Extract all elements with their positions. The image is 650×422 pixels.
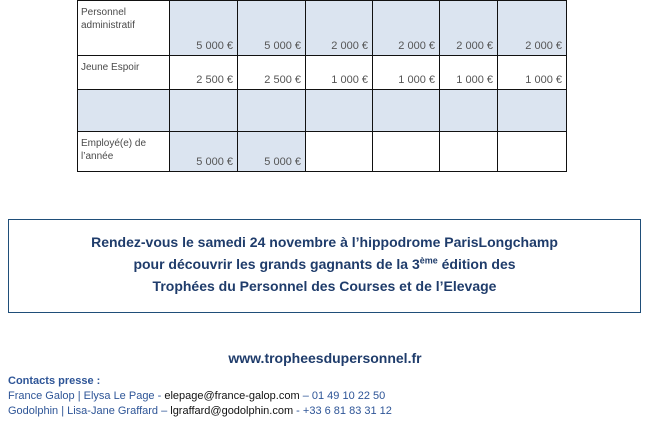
table-cell: 1 000 € bbox=[440, 56, 498, 90]
announcement-line-1: Rendez-vous le samedi 24 novembre à l’hippodrome ParisLongchamp bbox=[91, 234, 558, 250]
table-cell bbox=[306, 132, 373, 172]
table-cell: 2 000 € bbox=[498, 1, 567, 56]
contact-godolphin-phone: - +33 6 81 83 31 12 bbox=[293, 405, 392, 417]
table-cell bbox=[498, 90, 567, 132]
table-cell: 2 500 € bbox=[238, 56, 306, 90]
table-cell: 2 000 € bbox=[306, 1, 373, 56]
contact-france-galop-phone: – 01 49 10 22 50 bbox=[299, 390, 386, 402]
table-cell bbox=[238, 90, 306, 132]
row-label bbox=[78, 90, 170, 132]
row-label: Personnel administratif bbox=[78, 1, 170, 56]
contact-france-galop-email[interactable]: elepage@france-galop.com bbox=[164, 390, 300, 402]
row-label: Jeune Espoir bbox=[78, 56, 170, 90]
table-cell bbox=[306, 90, 373, 132]
announcement-line-2-start: pour découvrir les grands gagnants de la 3 bbox=[133, 256, 420, 272]
contact-france-galop bbox=[8, 389, 392, 404]
table-cell: 2 500 € bbox=[170, 56, 238, 90]
table-cell: 2 000 € bbox=[373, 1, 440, 56]
contact-godolphin bbox=[8, 404, 392, 419]
row-label: Employé(e) de l’année bbox=[78, 132, 170, 172]
table-cell: 5 000 € bbox=[238, 1, 306, 56]
table-cell: 2 000 € bbox=[440, 1, 498, 56]
table-row bbox=[78, 56, 567, 90]
table-cell bbox=[440, 90, 498, 132]
table-cell bbox=[373, 132, 440, 172]
contact-france-galop-name: France Galop | Elysa Le Page - bbox=[8, 390, 165, 402]
contacts-title: Contacts presse : bbox=[8, 375, 101, 387]
announcement-line-2 bbox=[9, 253, 640, 275]
table-cell: 5 000 € bbox=[170, 132, 238, 172]
website-link[interactable]: www.tropheesdupersonnel.fr bbox=[228, 350, 422, 366]
table-cell bbox=[170, 90, 238, 132]
table-cell: 5 000 € bbox=[170, 1, 238, 56]
table-cell bbox=[440, 132, 498, 172]
table-cell bbox=[498, 132, 567, 172]
contact-godolphin-name: Godolphin | Lisa-Jane Graffard – bbox=[8, 405, 171, 417]
table-cell: 1 000 € bbox=[306, 56, 373, 90]
table-row bbox=[78, 90, 567, 132]
table-row bbox=[78, 1, 567, 56]
table-cell: 5 000 € bbox=[238, 132, 306, 172]
table-cell: 1 000 € bbox=[373, 56, 440, 90]
table-row bbox=[78, 132, 567, 172]
table-cell bbox=[373, 90, 440, 132]
ordinal-suffix: ème bbox=[419, 255, 438, 266]
announcement-box bbox=[8, 219, 641, 313]
press-contacts bbox=[8, 374, 392, 419]
announcement-line-2-end: édition des bbox=[437, 256, 516, 272]
contact-godolphin-email[interactable]: lgraffard@godolphin.com bbox=[170, 405, 294, 417]
table-cell: 1 000 € bbox=[498, 56, 567, 90]
announcement-line-3: Trophées du Personnel des Courses et de l’Elevage bbox=[152, 278, 497, 294]
prize-table bbox=[77, 0, 567, 172]
